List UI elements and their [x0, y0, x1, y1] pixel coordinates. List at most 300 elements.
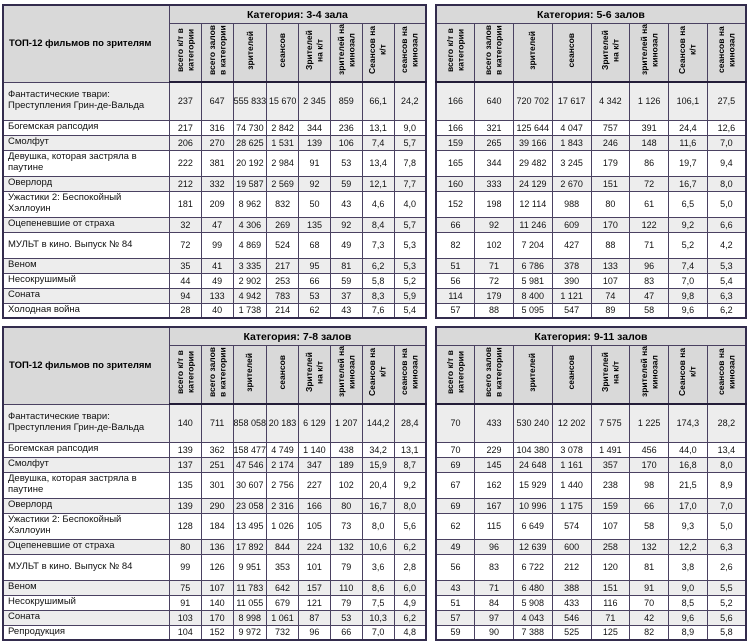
data-cell: 13,4: [362, 150, 394, 176]
column-header-label: зрителей: [244, 30, 255, 70]
data-cell: 132: [330, 539, 362, 554]
data-cell: 9,0: [394, 120, 426, 135]
data-cell: 162: [475, 472, 514, 498]
data-cell: 237: [169, 82, 201, 120]
data-cell: 12 202: [552, 404, 591, 442]
data-cell: 11 055: [233, 595, 267, 610]
data-cell: 258: [591, 539, 630, 554]
data-cell: 6,2: [707, 303, 746, 318]
data-cell: 8,3: [362, 288, 394, 303]
data-cell: 47: [201, 217, 233, 232]
column-header-label: зрителей: [527, 352, 538, 392]
data-cell: 165: [436, 150, 475, 176]
data-cell: 88: [591, 232, 630, 258]
column-header-6: [668, 24, 707, 83]
data-cell: 378: [552, 258, 591, 273]
data-cell: 858 058: [233, 404, 267, 442]
data-cell: 8,0: [707, 176, 746, 191]
data-cell: 66: [330, 625, 362, 640]
data-cell: 1 026: [267, 513, 299, 539]
row-header-title: ТОП-12 фильмов по зрителям: [3, 327, 169, 404]
data-cell: 9,2: [394, 472, 426, 498]
data-cell: 8,0: [362, 513, 394, 539]
column-header-label: Зрителей на к/т: [303, 352, 325, 392]
data-cell: 332: [201, 176, 233, 191]
data-cell: 209: [201, 191, 233, 217]
data-cell: 71: [591, 610, 630, 625]
data-cell: 27,5: [707, 82, 746, 120]
column-header-label: всего к/т в категории: [444, 350, 466, 394]
data-cell: 5,7: [394, 135, 426, 150]
data-cell: 5,6: [707, 610, 746, 625]
data-cell: 179: [591, 150, 630, 176]
column-header-2: [513, 346, 552, 405]
table-row: [436, 303, 746, 318]
table-row: [3, 580, 426, 595]
table-row: [436, 513, 746, 539]
film-name: Веном: [3, 258, 169, 273]
column-header-label: сеансов на кинозал: [715, 26, 737, 74]
data-cell: 24,4: [668, 120, 707, 135]
data-cell: 7,3: [362, 232, 394, 258]
data-cell: 67: [436, 472, 475, 498]
data-cell: 8,0: [394, 498, 426, 513]
data-cell: 139: [299, 135, 331, 150]
data-cell: 7 388: [513, 625, 552, 640]
data-cell: 4,9: [394, 595, 426, 610]
data-cell: 4 043: [513, 610, 552, 625]
data-cell: 357: [591, 457, 630, 472]
data-cell: 9,0: [668, 580, 707, 595]
data-cell: 212: [169, 176, 201, 191]
film-name: Несокрушимый: [3, 595, 169, 610]
table-row: [436, 442, 746, 457]
data-cell: 1 738: [233, 303, 267, 318]
column-header-label: всего залов в категории: [483, 347, 504, 397]
data-cell: 2 756: [267, 472, 299, 498]
table-row: [436, 258, 746, 273]
column-header-label: зрителей: [527, 30, 538, 70]
data-cell: 70: [436, 404, 475, 442]
data-cell: 49: [330, 232, 362, 258]
data-cell: 132: [630, 539, 669, 554]
data-cell: 116: [591, 595, 630, 610]
data-cell: 711: [201, 404, 233, 442]
column-header-6: [668, 346, 707, 405]
data-cell: 4 942: [233, 288, 267, 303]
table-row: [3, 273, 426, 288]
table-row: [436, 232, 746, 258]
data-cell: 344: [299, 120, 331, 135]
data-cell: 181: [169, 191, 201, 217]
data-cell: 5,3: [707, 258, 746, 273]
data-cell: 229: [475, 442, 514, 457]
table-row: [436, 457, 746, 472]
data-cell: 546: [552, 610, 591, 625]
table-row: [3, 472, 426, 498]
data-cell: 140: [201, 595, 233, 610]
film-name: Оверлорд: [3, 176, 169, 191]
data-cell: 6 480: [513, 580, 552, 595]
data-cell: 7,6: [362, 303, 394, 318]
film-name: Богемская рапсодия: [3, 442, 169, 457]
data-cell: 59: [330, 176, 362, 191]
data-cell: 106: [330, 135, 362, 150]
data-cell: 139: [169, 498, 201, 513]
data-cell: 7,7: [394, 176, 426, 191]
data-cell: 8,6: [362, 580, 394, 595]
data-cell: 41: [201, 258, 233, 273]
data-cell: 91: [169, 595, 201, 610]
data-cell: 87: [299, 610, 331, 625]
category-title: Категория: 5-6 залов: [436, 5, 746, 24]
data-cell: 51: [436, 258, 475, 273]
data-cell: 8,9: [707, 472, 746, 498]
data-cell: 62: [299, 303, 331, 318]
data-cell: 5,8: [707, 625, 746, 640]
data-cell: 8 962: [233, 191, 267, 217]
data-cell: 353: [267, 554, 299, 580]
data-cell: 1 531: [267, 135, 299, 150]
data-cell: 71: [630, 232, 669, 258]
column-header-3: [552, 24, 591, 83]
table-row: [436, 135, 746, 150]
film-name: Фантастические твари: Преступления Грин-де-Вальда: [3, 404, 169, 442]
data-cell: 6,2: [362, 258, 394, 273]
data-cell: 51: [436, 595, 475, 610]
data-cell: 80: [169, 539, 201, 554]
data-cell: 159: [436, 135, 475, 150]
data-cell: 5 981: [513, 273, 552, 288]
data-cell: 600: [552, 539, 591, 554]
table-row: [436, 191, 746, 217]
data-cell: 37: [330, 288, 362, 303]
data-cell: 8,7: [394, 457, 426, 472]
data-cell: 5,6: [394, 513, 426, 539]
data-cell: 8,5: [668, 595, 707, 610]
data-cell: 152: [201, 625, 233, 640]
column-header-0: [436, 24, 475, 83]
data-cell: 217: [267, 258, 299, 273]
data-cell: 5,2: [707, 595, 746, 610]
data-cell: 21,5: [668, 472, 707, 498]
data-cell: 6 129: [299, 404, 331, 442]
film-name: Богемская рапсодия: [3, 120, 169, 135]
data-cell: 7 575: [591, 404, 630, 442]
data-cell: 47: [630, 288, 669, 303]
data-cell: 2 174: [267, 457, 299, 472]
data-cell: 4 869: [233, 232, 267, 258]
film-name: Фантастические твари: Преступления Грин-де-Вальда: [3, 82, 169, 120]
column-header-7: [707, 346, 746, 405]
table-row: [3, 176, 426, 191]
data-cell: 179: [475, 288, 514, 303]
column-header-0: [436, 346, 475, 405]
table-row: [3, 498, 426, 513]
data-cell: 2 842: [267, 120, 299, 135]
data-cell: 206: [169, 135, 201, 150]
data-cell: 720 702: [513, 82, 552, 120]
column-header-label: всего залов в категории: [483, 25, 504, 75]
data-cell: 160: [436, 176, 475, 191]
data-cell: 253: [267, 273, 299, 288]
film-name: Оцепеневшие от страха: [3, 539, 169, 554]
data-cell: 7,4: [668, 258, 707, 273]
data-cell: 92: [475, 217, 514, 232]
data-cell: 5,4: [394, 303, 426, 318]
data-cell: 152: [436, 191, 475, 217]
column-header-label: Зрителей на к/т: [599, 352, 621, 392]
data-cell: 679: [267, 595, 299, 610]
column-header-5: [330, 24, 362, 83]
data-cell: 7,0: [707, 135, 746, 150]
data-cell: 547: [552, 303, 591, 318]
data-cell: 15,9: [362, 457, 394, 472]
data-cell: 151: [591, 176, 630, 191]
column-header-label: зрителей на кинозал: [335, 24, 357, 76]
film-name: Девушка, которая застряла в паутине: [3, 472, 169, 498]
data-cell: 859: [330, 82, 362, 120]
data-cell: 642: [267, 580, 299, 595]
data-cell: 5,2: [394, 273, 426, 288]
data-cell: 5,0: [707, 513, 746, 539]
data-cell: 82: [436, 232, 475, 258]
data-cell: 170: [201, 610, 233, 625]
data-cell: 6,2: [394, 610, 426, 625]
data-cell: 69: [436, 498, 475, 513]
data-cell: 57: [436, 610, 475, 625]
data-cell: 79: [330, 554, 362, 580]
data-cell: 24 129: [513, 176, 552, 191]
data-cell: 148: [630, 135, 669, 150]
data-cell: 832: [267, 191, 299, 217]
data-cell: 59: [436, 625, 475, 640]
data-cell: 110: [330, 580, 362, 595]
data-cell: 96: [299, 625, 331, 640]
column-header-label: Зрителей на к/т: [599, 30, 621, 70]
data-cell: 1 175: [552, 498, 591, 513]
category-table-0-1: [435, 4, 747, 319]
column-header-label: всего залов в категории: [206, 25, 228, 75]
data-cell: 91: [630, 580, 669, 595]
data-cell: 81: [630, 554, 669, 580]
data-cell: 246: [591, 135, 630, 150]
data-cell: 166: [436, 82, 475, 120]
data-cell: 145: [475, 457, 514, 472]
table-row: [3, 595, 426, 610]
column-header-label: Сеансов на к/т: [367, 25, 389, 75]
data-cell: 301: [201, 472, 233, 498]
data-cell: 69: [436, 457, 475, 472]
data-cell: 265: [475, 135, 514, 150]
data-cell: 1 207: [330, 404, 362, 442]
data-cell: 609: [552, 217, 591, 232]
table-row: [3, 303, 426, 318]
column-header-0: [169, 346, 201, 405]
data-cell: 151: [591, 580, 630, 595]
data-cell: 92: [299, 176, 331, 191]
column-header-6: [362, 24, 394, 83]
column-header-1: [475, 24, 514, 83]
data-cell: 92: [330, 217, 362, 232]
data-cell: 1 140: [299, 442, 331, 457]
data-cell: 8,0: [707, 457, 746, 472]
data-cell: 844: [267, 539, 299, 554]
data-cell: 640: [475, 82, 514, 120]
data-cell: 1 121: [552, 288, 591, 303]
data-cell: 2 670: [552, 176, 591, 191]
table-row: [436, 404, 746, 442]
data-cell: 757: [591, 120, 630, 135]
data-cell: 103: [169, 610, 201, 625]
data-cell: 8 400: [513, 288, 552, 303]
column-header-7: [394, 346, 426, 405]
data-cell: 20,4: [362, 472, 394, 498]
data-cell: 53: [299, 288, 331, 303]
data-cell: 388: [552, 580, 591, 595]
column-header-label: сеансов: [277, 354, 288, 390]
data-cell: 128: [169, 513, 201, 539]
data-cell: 107: [591, 273, 630, 288]
column-header-label: зрителей на кинозал: [638, 24, 660, 76]
data-cell: 121: [299, 595, 331, 610]
data-cell: 62: [436, 513, 475, 539]
data-cell: 58: [630, 513, 669, 539]
film-name: Репродукция: [3, 625, 169, 640]
film-name: Оцепеневшие от страха: [3, 217, 169, 232]
column-header-3: [267, 24, 299, 83]
table-row: [3, 150, 426, 176]
data-cell: 224: [299, 539, 331, 554]
data-cell: 4,0: [394, 191, 426, 217]
data-cell: 59: [330, 273, 362, 288]
data-cell: 362: [201, 442, 233, 457]
data-cell: 198: [475, 191, 514, 217]
data-cell: 11,6: [668, 135, 707, 150]
data-cell: 70: [436, 442, 475, 457]
data-cell: 6 722: [513, 554, 552, 580]
data-cell: 166: [436, 120, 475, 135]
data-cell: 1 843: [552, 135, 591, 150]
data-cell: 43: [330, 191, 362, 217]
column-header-2: [233, 24, 267, 83]
data-cell: 1 061: [267, 610, 299, 625]
column-header-3: [552, 346, 591, 405]
column-header-label: Сеансов на к/т: [677, 347, 698, 397]
data-cell: 24 648: [513, 457, 552, 472]
data-cell: 524: [267, 232, 299, 258]
data-cell: 53: [330, 150, 362, 176]
data-cell: 13,4: [707, 442, 746, 457]
table-row: [436, 120, 746, 135]
data-cell: 74: [591, 288, 630, 303]
data-cell: 270: [201, 135, 233, 150]
data-cell: 2,8: [394, 554, 426, 580]
table-row: [436, 150, 746, 176]
column-header-4: [299, 24, 331, 83]
column-header-label: Сеансов на к/т: [367, 347, 389, 397]
column-header-2: [233, 346, 267, 405]
data-cell: 23 058: [233, 498, 267, 513]
column-header-5: [630, 346, 669, 405]
column-header-label: зрителей на кинозал: [335, 346, 357, 398]
column-header-label: всего к/т в категории: [174, 350, 196, 394]
table-row: [436, 595, 746, 610]
data-cell: 137: [169, 457, 201, 472]
data-cell: 530 240: [513, 404, 552, 442]
film-name: МУЛЬТ в кино. Выпуск № 84: [3, 554, 169, 580]
data-cell: 47 546: [233, 457, 267, 472]
data-cell: 5,3: [394, 232, 426, 258]
data-cell: 5,2: [668, 232, 707, 258]
data-cell: 15 670: [267, 82, 299, 120]
data-cell: 6 649: [513, 513, 552, 539]
film-name: МУЛЬТ в кино. Выпуск № 84: [3, 232, 169, 258]
data-cell: 66,1: [362, 82, 394, 120]
category-title: Категория: 3-4 зала: [169, 5, 425, 24]
data-cell: 49: [436, 539, 475, 554]
data-cell: 381: [201, 150, 233, 176]
data-cell: 5 095: [513, 303, 552, 318]
data-cell: 122: [630, 217, 669, 232]
data-cell: 135: [169, 472, 201, 498]
data-cell: 53: [330, 610, 362, 625]
data-cell: 238: [591, 472, 630, 498]
column-header-3: [267, 346, 299, 405]
film-name: Веном: [3, 580, 169, 595]
column-header-1: [201, 24, 233, 83]
column-header-4: [591, 346, 630, 405]
data-cell: 157: [299, 580, 331, 595]
data-cell: 139: [169, 442, 201, 457]
data-cell: 28,4: [394, 404, 426, 442]
data-cell: 555 833: [233, 82, 267, 120]
data-cell: 86: [630, 150, 669, 176]
data-cell: 29 482: [513, 150, 552, 176]
data-cell: 2,6: [707, 554, 746, 580]
table-row: [3, 513, 426, 539]
data-cell: 94: [169, 288, 201, 303]
data-cell: 44: [169, 273, 201, 288]
data-cell: 79: [330, 595, 362, 610]
data-cell: 7,0: [362, 625, 394, 640]
data-cell: 104 380: [513, 442, 552, 457]
data-cell: 214: [267, 303, 299, 318]
data-cell: 170: [591, 217, 630, 232]
data-cell: 170: [630, 457, 669, 472]
data-cell: 184: [201, 513, 233, 539]
data-cell: 136: [201, 539, 233, 554]
data-cell: 7,5: [362, 595, 394, 610]
data-cell: 13,1: [362, 120, 394, 135]
data-cell: 3 335: [233, 258, 267, 273]
column-header-label: сеансов: [277, 32, 288, 68]
data-cell: 32: [169, 217, 201, 232]
data-cell: 8 998: [233, 610, 267, 625]
data-cell: 10 996: [513, 498, 552, 513]
data-cell: 16,7: [362, 498, 394, 513]
data-cell: 7,0: [707, 498, 746, 513]
data-cell: 90: [475, 625, 514, 640]
data-cell: 57: [436, 303, 475, 318]
table-row: [436, 498, 746, 513]
data-cell: 50: [299, 191, 331, 217]
data-cell: 84: [475, 595, 514, 610]
data-cell: 72: [630, 176, 669, 191]
data-cell: 2 569: [267, 176, 299, 191]
data-cell: 4 047: [552, 120, 591, 135]
data-cell: 6,3: [707, 288, 746, 303]
